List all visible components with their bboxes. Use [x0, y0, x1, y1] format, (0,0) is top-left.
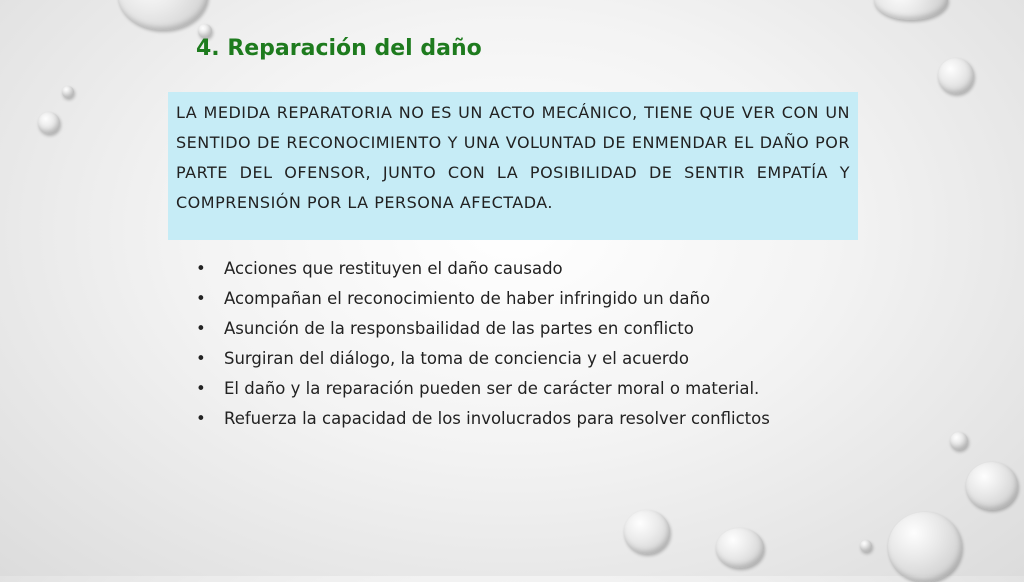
list-item [196, 314, 838, 344]
bullet-text: Asunción de la responsbailidad de las partes en conflicto [224, 319, 694, 338]
list-item [196, 344, 838, 374]
water-drop-decoration [38, 112, 60, 134]
water-drop-decoration [624, 510, 670, 554]
bullet-icon: • [196, 319, 206, 338]
water-drop-decoration [62, 86, 74, 98]
water-drop-decoration [938, 58, 974, 94]
bullet-icon: • [196, 379, 206, 398]
bullet-icon: • [196, 289, 206, 308]
water-drop-decoration [874, 0, 948, 20]
bullet-text: El daño y la reparación pueden ser de carácter moral o material. [224, 379, 760, 398]
water-drop-decoration [118, 0, 208, 30]
highlight-text: LA MEDIDA REPARATORIA NO ES UN ACTO MECÁNICO, TIENE QUE VER CON UN SENTIDO DE RECONOCIMIENTO Y UNA VOLUNTAD DE ENMENDAR EL DAÑO POR PARTE DEL OFENSOR, JUNTO CON LA POSIBILIDAD DE SENTIR EMPATÍA Y COMPRENSIÓN POR LA PERSONA AFECTADA. [176, 103, 850, 212]
bullet-icon: • [196, 259, 206, 278]
bullet-list [196, 254, 838, 434]
bullet-text: Acciones que restituyen el daño causado [224, 259, 563, 278]
water-drop-decoration [860, 540, 872, 552]
list-item [196, 254, 838, 284]
list-item [196, 284, 838, 314]
water-drop-decoration [888, 512, 962, 582]
list-item [196, 404, 838, 434]
water-drop-decoration [966, 462, 1018, 510]
slide-title: 4. Reparación del daño [196, 36, 482, 61]
bullet-text: Surgiran del diálogo, la toma de conciencia y el acuerdo [224, 349, 689, 368]
bullet-text: Acompañan el reconocimiento de haber infringido un daño [224, 289, 711, 308]
highlight-box [168, 92, 858, 240]
bullet-text: Refuerza la capacidad de los involucrados para resolver conflictos [224, 409, 770, 428]
bullet-icon: • [196, 349, 206, 368]
water-drop-decoration [716, 528, 764, 568]
bullet-icon: • [196, 409, 206, 428]
list-item [196, 374, 838, 404]
water-drop-decoration [950, 432, 968, 450]
